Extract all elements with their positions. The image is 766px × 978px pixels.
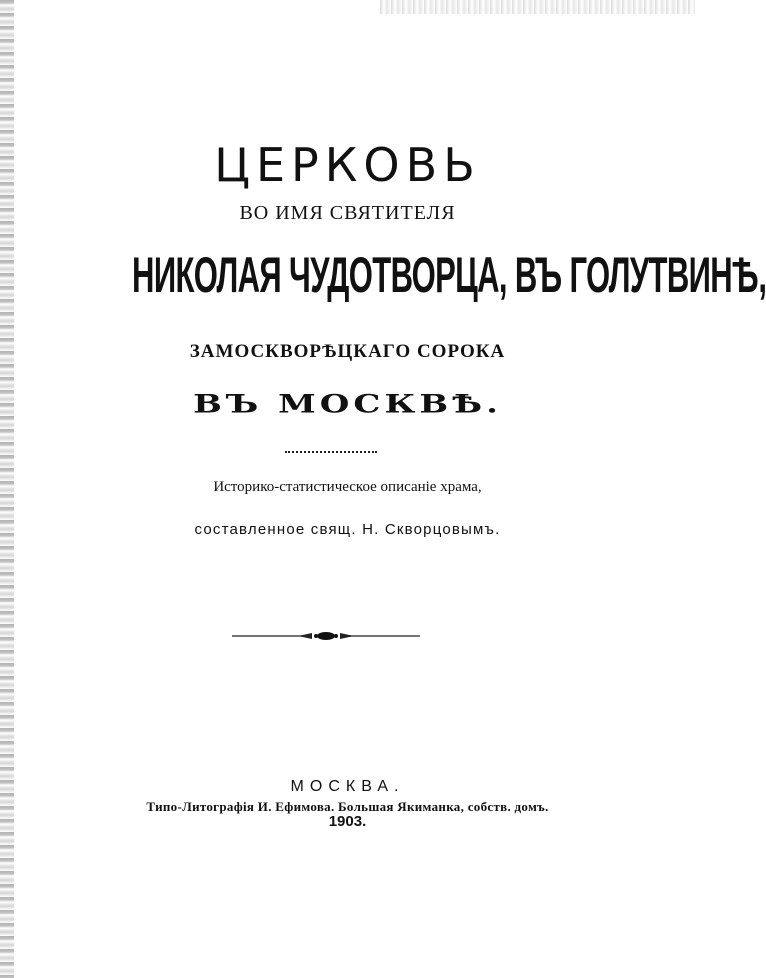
place-name: ВЪ МОСКВѢ.: [193, 389, 502, 419]
divider-rule: [285, 451, 377, 453]
imprint-printer: Типо-Литографія И. Ефимова. Большая Якиманка, собств. домъ.: [146, 799, 549, 814]
main-title: ЦЕРКОВЬ: [214, 138, 481, 192]
subtitle-saint-name: НИКОЛАЯ ЧУДОТВОРЦА, ВЪ ГОЛУТВИНѢ,: [132, 247, 766, 303]
author-line: составленное свящ. Н. Скворцовымъ.: [194, 521, 501, 538]
imprint-year: 1903.: [328, 813, 367, 830]
description: Историко-статистическое описаніе храма,: [213, 479, 482, 495]
ornament-divider: [232, 628, 420, 644]
scan-edge-top: [380, 0, 695, 14]
subtitle-district: ЗАМОСКВОРѢЦКАГО СОРОКА: [189, 341, 506, 362]
subtitle-dedication: ВО ИМЯ СВЯТИТЕЛЯ: [239, 202, 456, 224]
imprint-city: МОСКВА.: [290, 778, 405, 795]
